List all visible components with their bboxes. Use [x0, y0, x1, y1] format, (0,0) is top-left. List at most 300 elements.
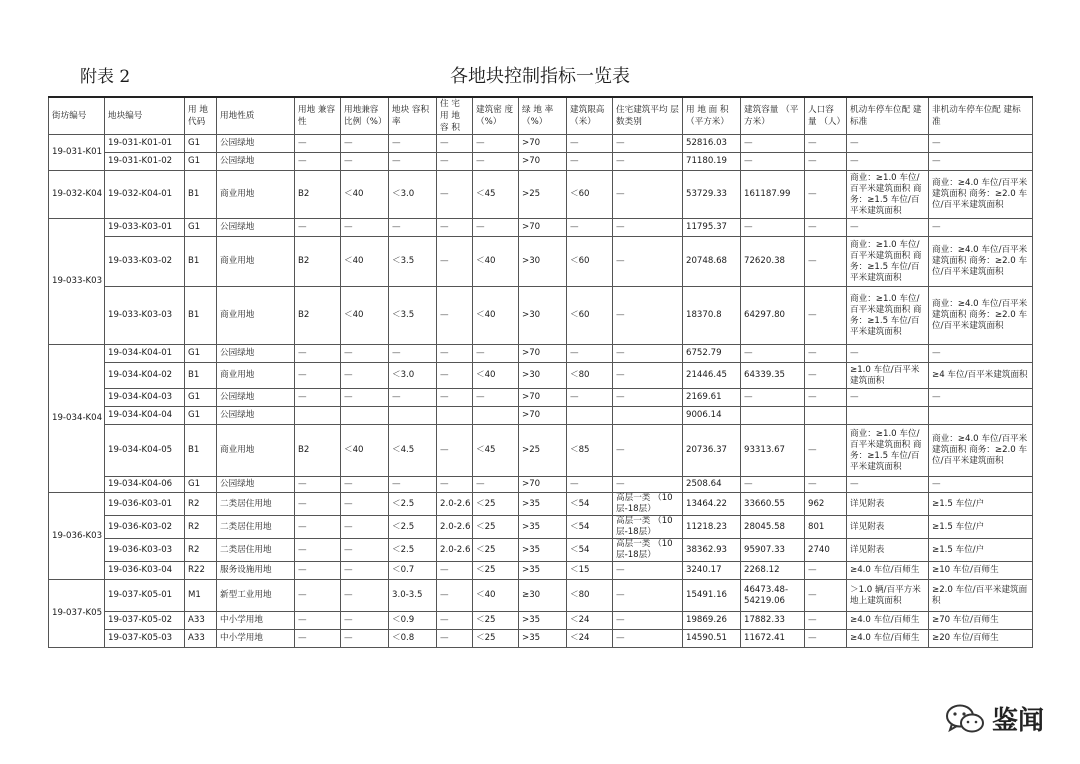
table-cell: ＜40: [341, 425, 389, 477]
table-cell: 19-036-K03-02: [105, 516, 185, 539]
table-cell: 13464.22: [683, 493, 741, 516]
table-cell: 19-036-K03-01: [105, 493, 185, 516]
table-cell: 20736.37: [683, 425, 741, 477]
table-cell: —: [437, 219, 473, 237]
table-cell: 商业：≥1.0 车位/百平米建筑面积 商务：≥1.5 车位/百平米建筑面积: [847, 171, 929, 219]
table-cell: >25: [519, 425, 567, 477]
table-cell: —: [567, 345, 613, 363]
table-cell: —: [805, 135, 847, 153]
table-cell: —: [341, 580, 389, 612]
table-cell: 11795.37: [683, 219, 741, 237]
table-cell: A33: [185, 612, 217, 630]
table-cell: 19-034-K04-04: [105, 407, 185, 425]
table-cell: 公园绿地: [217, 219, 295, 237]
table-cell: >30: [519, 363, 567, 389]
table-cell: A33: [185, 630, 217, 648]
table-cell: >70: [519, 219, 567, 237]
column-header: 人口容 量 （人）: [805, 97, 847, 135]
table-cell: —: [295, 153, 341, 171]
table-row: [49, 345, 1033, 363]
table-cell: —: [295, 612, 341, 630]
table-cell: ≥2.0 车位/百平米建筑面积: [929, 580, 1033, 612]
table-cell: ＜40: [473, 363, 519, 389]
table-cell: 商业：≥1.0 车位/百平米建筑面积 商务：≥1.5 车位/百平米建筑面积: [847, 237, 929, 287]
table-cell: 52816.03: [683, 135, 741, 153]
table-cell: —: [567, 477, 613, 493]
table-cell: >35: [519, 562, 567, 580]
table-cell: 新型工业用地: [217, 580, 295, 612]
column-header: 机动车停车位配 建标准: [847, 97, 929, 135]
table-cell: ＜40: [473, 287, 519, 345]
table-cell: 19-033-K03-03: [105, 287, 185, 345]
table-cell: 详见附表: [847, 516, 929, 539]
table-cell: ＜25: [473, 539, 519, 562]
table-cell: 公园绿地: [217, 153, 295, 171]
table-cell: —: [295, 477, 341, 493]
table-cell: >35: [519, 630, 567, 648]
table-cell: 3.0-3.5: [389, 580, 437, 612]
table-cell: —: [473, 345, 519, 363]
table-cell: 高层一类 （10层-18层）: [613, 516, 683, 539]
table-cell: [295, 407, 341, 425]
table-row: [49, 363, 1033, 389]
table-cell: ＜80: [567, 363, 613, 389]
table-cell: 2.0-2.6: [437, 539, 473, 562]
table-row: [49, 516, 1033, 539]
table-cell: 19-037-K05-01: [105, 580, 185, 612]
table-cell: G1: [185, 135, 217, 153]
table-cell: ＜0.9: [389, 612, 437, 630]
table-cell: 2.0-2.6: [437, 516, 473, 539]
table-cell: 中小学用地: [217, 630, 295, 648]
table-cell: 详见附表: [847, 493, 929, 516]
table-cell: ≥1.5 车位/户: [929, 539, 1033, 562]
table-cell: —: [613, 153, 683, 171]
table-cell: ≥4.0 车位/百师生: [847, 562, 929, 580]
table-cell: 公园绿地: [217, 407, 295, 425]
table-cell: —: [437, 612, 473, 630]
column-header: 用地兼容 比例（%）: [341, 97, 389, 135]
table-cell: —: [847, 477, 929, 493]
table-cell: 商业：≥4.0 车位/百平米建筑面积 商务：≥2.0 车位/百平米建筑面积: [929, 287, 1033, 345]
table-row: [49, 562, 1033, 580]
column-header: 非机动车停车位配 建标准: [929, 97, 1033, 135]
table-cell: 19-034-K04-05: [105, 425, 185, 477]
table-cell: ＜0.8: [389, 630, 437, 648]
table-cell: 商业用地: [217, 171, 295, 219]
table-cell: —: [295, 345, 341, 363]
table-cell: —: [847, 219, 929, 237]
table-cell: —: [805, 389, 847, 407]
table-row: [49, 135, 1033, 153]
table-cell: —: [341, 363, 389, 389]
block-id-cell: 19-037-K05: [49, 580, 105, 648]
table-cell: >70: [519, 135, 567, 153]
table-cell: —: [341, 389, 389, 407]
column-header: 住 宅 用 地 容 积: [437, 97, 473, 135]
table-cell: —: [437, 425, 473, 477]
table-cell: —: [295, 363, 341, 389]
table-cell: —: [567, 389, 613, 407]
table-cell: G1: [185, 345, 217, 363]
table-cell: ＜54: [567, 493, 613, 516]
table-cell: ＜3.0: [389, 171, 437, 219]
table-cell: ＜45: [473, 425, 519, 477]
table-cell: >70: [519, 345, 567, 363]
table-cell: 2268.12: [741, 562, 805, 580]
table-cell: 高层一类 （10层-18层）: [613, 539, 683, 562]
table-cell: —: [805, 562, 847, 580]
table-cell: >25: [519, 171, 567, 219]
table-cell: —: [847, 135, 929, 153]
header-row: [49, 97, 1033, 135]
table-cell: —: [437, 630, 473, 648]
table-cell: —: [929, 135, 1033, 153]
table-cell: B1: [185, 171, 217, 219]
table-cell: 二类居住用地: [217, 539, 295, 562]
column-header: 绿 地 率 （%）: [519, 97, 567, 135]
table-row: [49, 389, 1033, 407]
table-cell: 18370.8: [683, 287, 741, 345]
table-cell: B1: [185, 287, 217, 345]
table-cell: ≥70 车位/百师生: [929, 612, 1033, 630]
table-cell: >70: [519, 153, 567, 171]
table-cell: 11672.41: [741, 630, 805, 648]
table-cell: —: [295, 135, 341, 153]
table-cell: —: [567, 153, 613, 171]
table-cell: B2: [295, 237, 341, 287]
table-cell: >35: [519, 612, 567, 630]
block-id-cell: 19-031-K01: [49, 135, 105, 171]
column-header: 地块编号: [105, 97, 185, 135]
table-cell: 64297.80: [741, 287, 805, 345]
table-cell: 33660.55: [741, 493, 805, 516]
table-cell: 53729.33: [683, 171, 741, 219]
table-cell: ＜15: [567, 562, 613, 580]
table-cell: —: [437, 580, 473, 612]
table-cell: —: [847, 389, 929, 407]
table-cell: —: [805, 363, 847, 389]
table-cell: [741, 407, 805, 425]
table-cell: 2740: [805, 539, 847, 562]
table-cell: ≥20 车位/百师生: [929, 630, 1033, 648]
table-cell: —: [805, 153, 847, 171]
column-header: 地块 容积率: [389, 97, 437, 135]
table-cell: 19869.26: [683, 612, 741, 630]
control-index-table: [48, 96, 1033, 648]
table-cell: ≥4.0 车位/百师生: [847, 630, 929, 648]
table-cell: 71180.19: [683, 153, 741, 171]
table-cell: ＜85: [567, 425, 613, 477]
table-cell: —: [805, 345, 847, 363]
table-cell: ＜3.5: [389, 287, 437, 345]
table-cell: >70: [519, 407, 567, 425]
table-cell: ＜60: [567, 287, 613, 345]
table-cell: —: [613, 612, 683, 630]
table-cell: —: [389, 477, 437, 493]
table-cell: 19-031-K01-01: [105, 135, 185, 153]
table-cell: ＜40: [473, 237, 519, 287]
table-cell: —: [473, 153, 519, 171]
column-header: 用地性质: [217, 97, 295, 135]
table-cell: —: [341, 345, 389, 363]
table-cell: —: [613, 363, 683, 389]
table-cell: —: [613, 287, 683, 345]
table-cell: ＜40: [341, 237, 389, 287]
table-cell: [437, 407, 473, 425]
table-cell: ≥10 车位/百师生: [929, 562, 1033, 580]
table-cell: 公园绿地: [217, 135, 295, 153]
table-cell: —: [437, 345, 473, 363]
table-cell: 20748.68: [683, 237, 741, 287]
table-cell: —: [437, 562, 473, 580]
table-cell: —: [437, 389, 473, 407]
table-cell: 2508.64: [683, 477, 741, 493]
table-cell: —: [805, 219, 847, 237]
table-cell: 19-036-K03-03: [105, 539, 185, 562]
table-row: [49, 219, 1033, 237]
table-cell: 19-034-K04-03: [105, 389, 185, 407]
table-cell: —: [295, 539, 341, 562]
table-cell: 详见附表: [847, 539, 929, 562]
table-cell: ＜24: [567, 612, 613, 630]
table-cell: 19-033-K03-01: [105, 219, 185, 237]
table-cell: 6752.79: [683, 345, 741, 363]
table-cell: [613, 407, 683, 425]
table-cell: ＜80: [567, 580, 613, 612]
table-cell: 商业用地: [217, 363, 295, 389]
table-cell: 64339.35: [741, 363, 805, 389]
table-cell: 17882.33: [741, 612, 805, 630]
table-row: [49, 612, 1033, 630]
table-cell: —: [805, 477, 847, 493]
table-cell: ≥4 车位/百平米建筑面积: [929, 363, 1033, 389]
table-cell: 2.0-2.6: [437, 493, 473, 516]
table-cell: 公园绿地: [217, 389, 295, 407]
table-cell: —: [613, 171, 683, 219]
table-cell: ＜40: [341, 287, 389, 345]
block-id-cell: 19-032-K04: [49, 171, 105, 219]
table-cell: 28045.58: [741, 516, 805, 539]
table-cell: —: [805, 612, 847, 630]
table-cell: 46473.48- 54219.06: [741, 580, 805, 612]
table-cell: —: [437, 135, 473, 153]
table-cell: —: [613, 219, 683, 237]
table-cell: —: [741, 389, 805, 407]
table-cell: 公园绿地: [217, 345, 295, 363]
table-cell: —: [341, 477, 389, 493]
table-cell: —: [805, 237, 847, 287]
table-row: [49, 153, 1033, 171]
table-cell: B2: [295, 425, 341, 477]
table-cell: —: [847, 153, 929, 171]
table-cell: 中小学用地: [217, 612, 295, 630]
table-cell: —: [389, 389, 437, 407]
table-cell: —: [805, 630, 847, 648]
table-cell: 19-031-K01-02: [105, 153, 185, 171]
table-cell: —: [473, 135, 519, 153]
table-cell: ＜60: [567, 171, 613, 219]
table-cell: —: [929, 477, 1033, 493]
table-cell: —: [613, 345, 683, 363]
table-cell: >35: [519, 493, 567, 516]
table-cell: —: [473, 477, 519, 493]
table-cell: 19-037-K05-03: [105, 630, 185, 648]
table-cell: >70: [519, 477, 567, 493]
table-cell: 95907.33: [741, 539, 805, 562]
table-cell: —: [929, 219, 1033, 237]
table-cell: ＜25: [473, 516, 519, 539]
table-cell: [341, 407, 389, 425]
table-cell: —: [295, 516, 341, 539]
table-cell: R22: [185, 562, 217, 580]
table-cell: B1: [185, 363, 217, 389]
table-cell: —: [389, 153, 437, 171]
table-cell: —: [613, 477, 683, 493]
table-cell: 14590.51: [683, 630, 741, 648]
table-cell: —: [341, 516, 389, 539]
table-cell: ＜25: [473, 493, 519, 516]
table-cell: B2: [295, 171, 341, 219]
table-cell: ＜25: [473, 612, 519, 630]
column-header: 建筑密 度（%）: [473, 97, 519, 135]
table-cell: —: [613, 630, 683, 648]
table-cell: —: [805, 171, 847, 219]
table-cell: —: [741, 135, 805, 153]
table-cell: 商业用地: [217, 237, 295, 287]
table-cell: —: [741, 153, 805, 171]
table-cell: —: [341, 153, 389, 171]
table-cell: —: [473, 219, 519, 237]
table-row: [49, 580, 1033, 612]
table-cell: —: [929, 153, 1033, 171]
column-header: 住宅建筑平均 层数类别: [613, 97, 683, 135]
table-cell: B1: [185, 237, 217, 287]
table-cell: ≥30: [519, 580, 567, 612]
table-cell: ＜45: [473, 171, 519, 219]
table-cell: —: [295, 630, 341, 648]
table-cell: G1: [185, 407, 217, 425]
column-header: 建筑限高 （米）: [567, 97, 613, 135]
table-cell: —: [929, 389, 1033, 407]
table-cell: 19-034-K04-02: [105, 363, 185, 389]
table-cell: —: [437, 237, 473, 287]
table-cell: G1: [185, 219, 217, 237]
table-cell: 72620.38: [741, 237, 805, 287]
table-row: [49, 237, 1033, 287]
table-cell: 801: [805, 516, 847, 539]
table-cell: —: [929, 345, 1033, 363]
table-cell: ＜40: [341, 171, 389, 219]
table-cell: —: [341, 135, 389, 153]
table-cell: —: [613, 580, 683, 612]
table-cell: —: [741, 477, 805, 493]
table-cell: —: [341, 219, 389, 237]
table-cell: —: [437, 171, 473, 219]
table-cell: 19-034-K04-01: [105, 345, 185, 363]
table-cell: —: [805, 425, 847, 477]
table-cell: —: [341, 539, 389, 562]
table-cell: —: [473, 389, 519, 407]
column-header: 用地 兼容性: [295, 97, 341, 135]
table-cell: 商业用地: [217, 425, 295, 477]
table-cell: —: [437, 363, 473, 389]
table-cell: —: [295, 493, 341, 516]
table-cell: 962: [805, 493, 847, 516]
table-cell: >70: [519, 389, 567, 407]
table-cell: 3240.17: [683, 562, 741, 580]
table-cell: ＜24: [567, 630, 613, 648]
table-cell: G1: [185, 389, 217, 407]
table-cell: 商业：≥1.0 车位/百平米建筑面积 商务：≥1.5 车位/百平米建筑面积: [847, 287, 929, 345]
table-cell: [473, 407, 519, 425]
table-cell: —: [341, 630, 389, 648]
table-cell: 161187.99: [741, 171, 805, 219]
table-cell: B1: [185, 425, 217, 477]
table-cell: 公园绿地: [217, 477, 295, 493]
block-id-cell: 19-033-K03: [49, 219, 105, 345]
table-cell: R2: [185, 539, 217, 562]
table-cell: B2: [295, 287, 341, 345]
table-cell: 19-033-K03-02: [105, 237, 185, 287]
table-cell: 19-034-K04-06: [105, 477, 185, 493]
table-cell: ＜2.5: [389, 539, 437, 562]
table-row: [49, 407, 1033, 425]
table-cell: [567, 407, 613, 425]
table-cell: [929, 407, 1033, 425]
table-cell: ＜60: [567, 237, 613, 287]
table-cell: —: [613, 389, 683, 407]
table-cell: 11218.23: [683, 516, 741, 539]
table-cell: ＞1.0 辆/百平方米地上建筑面积: [847, 580, 929, 612]
table-cell: G1: [185, 477, 217, 493]
table-cell: ≥4.0 车位/百师生: [847, 612, 929, 630]
table-cell: —: [341, 612, 389, 630]
table-cell: —: [613, 562, 683, 580]
table-cell: [389, 407, 437, 425]
table-cell: ≥1.5 车位/户: [929, 493, 1033, 516]
table-row: [49, 287, 1033, 345]
table-cell: M1: [185, 580, 217, 612]
table-cell: ≥1.0 车位/百平米建筑面积: [847, 363, 929, 389]
table-row: [49, 477, 1033, 493]
table-cell: 二类居住用地: [217, 493, 295, 516]
table-cell: —: [613, 135, 683, 153]
table-cell: —: [741, 219, 805, 237]
table-cell: ＜40: [473, 580, 519, 612]
table-cell: —: [341, 562, 389, 580]
table-cell: 商业：≥4.0 车位/百平米建筑面积 商务：≥2.0 车位/百平米建筑面积: [929, 425, 1033, 477]
table-cell: 高层一类 （10层-18层）: [613, 493, 683, 516]
table-cell: R2: [185, 516, 217, 539]
column-header: 用 地 代码: [185, 97, 217, 135]
table-cell: 二类居住用地: [217, 516, 295, 539]
table-cell: >35: [519, 516, 567, 539]
table-cell: [805, 407, 847, 425]
watermark-text: 鉴闻: [991, 706, 1044, 736]
table-cell: 21446.45: [683, 363, 741, 389]
table-cell: —: [847, 345, 929, 363]
block-id-cell: 19-034-K04: [49, 345, 105, 493]
wechat-icon: [944, 702, 986, 736]
table-cell: 38362.93: [683, 539, 741, 562]
table-cell: —: [389, 219, 437, 237]
table-cell: 商业：≥1.0 车位/百平米建筑面积 商务：≥1.5 车位/百平米建筑面积: [847, 425, 929, 477]
watermark: [944, 700, 1044, 737]
table-row: [49, 630, 1033, 648]
table-cell: ＜25: [473, 562, 519, 580]
table-cell: —: [437, 477, 473, 493]
